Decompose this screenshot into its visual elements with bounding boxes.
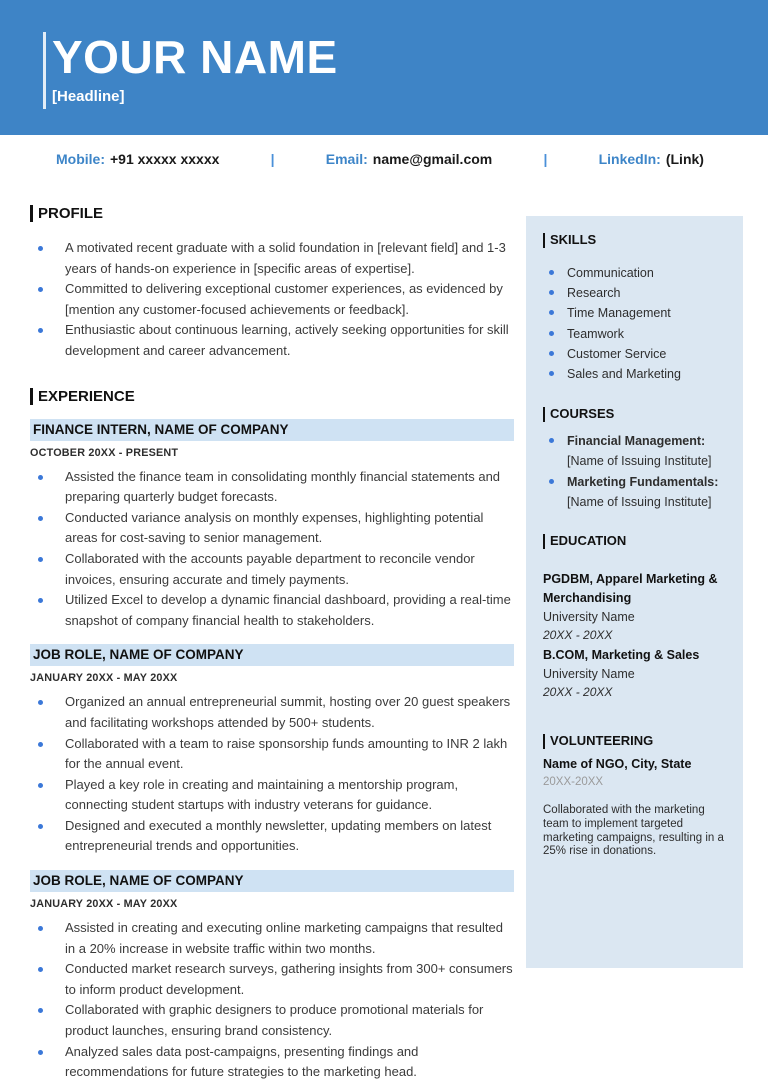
linkedin-paren-open: ( [665, 150, 671, 167]
school: University Name [543, 667, 635, 682]
contact-row [0, 135, 768, 190]
course-name: Financial Management: [567, 434, 706, 449]
list-item [30, 734, 514, 775]
bullet-text: Collaborated with a team to raise sponsorship funds amounting to INR 2 lakh for the annual event. [65, 735, 508, 772]
bullet-text: Played a key role in creating and maintaining a mentorship program, connecting student startups with industry veterans for guidance. [65, 776, 459, 813]
profile-bullet-list [30, 238, 514, 362]
list-item [30, 959, 514, 1000]
courses-heading: COURSES [543, 407, 614, 422]
bullet-icon [549, 479, 554, 484]
bullet-text: Utilized Excel to develop a dynamic financial dashboard, providing a real-time snapshot of company financial health to stakeholders. [65, 592, 511, 628]
job-title: FINANCE INTERN, NAME OF COMPANY [30, 419, 514, 441]
list-item [30, 467, 514, 508]
job-bullet-list [30, 918, 514, 1083]
bullet-icon [38, 328, 43, 333]
mobile-value: +91 xxxxx xxxxx [110, 150, 220, 167]
bullet-text: Organized an annual entrepreneurial summit, hosting over 20 guest speakers and facilitating workshops attended by 500+ students. [65, 694, 511, 730]
job-bullet-list [30, 692, 514, 857]
job-title: JOB ROLE, NAME OF COMPANY [30, 870, 514, 892]
list-item [543, 283, 729, 303]
course-institute: [Name of Issuing Institute] [567, 454, 712, 469]
course-entry [543, 472, 729, 492]
bullet-text: Committed to delivering exceptional customer experiences, as evidenced by [mention any customer-focused achievements or feedback]. [65, 281, 503, 317]
skills-heading: SKILLS [543, 233, 596, 248]
list-item [30, 320, 514, 361]
years: 20XX - 20XX [543, 685, 613, 700]
education-entry [543, 570, 729, 645]
bullet-icon [38, 598, 43, 603]
bullet-icon [549, 331, 554, 336]
list-item [30, 918, 514, 959]
bullet-icon [38, 824, 43, 829]
education-heading: EDUCATION [543, 534, 626, 549]
list-item [543, 344, 729, 364]
degree: B.COM, Marketing & Sales [543, 648, 700, 663]
skill-label: Communication [567, 266, 654, 280]
job-bullet-list [30, 467, 514, 632]
course-name: Marketing Fundamentals: [567, 474, 719, 489]
separator: | [543, 150, 548, 167]
degree: PGDBM, Apparel Marketing & Merchandising [543, 572, 718, 606]
list-item [30, 816, 514, 857]
bullet-text: Collaborated with graphic designers to produce promotional materials for product launches, ensuring brand consistency. [65, 1002, 484, 1039]
education-entry [543, 646, 729, 702]
volunteering-org: Name of NGO, City, State [543, 757, 692, 772]
experience-heading: EXPERIENCE [30, 388, 135, 405]
list-item [30, 549, 514, 590]
email-link[interactable]: name@gmail.com [372, 150, 493, 167]
courses-list [543, 431, 729, 512]
bullet-icon [38, 287, 43, 292]
job-title: JOB ROLE, NAME OF COMPANY [30, 644, 514, 666]
list-item [30, 775, 514, 816]
course-institute: [Name of Issuing Institute] [567, 494, 712, 509]
experience-entry [30, 870, 514, 1083]
bullet-icon [38, 1050, 43, 1055]
list-item [30, 238, 514, 279]
profile-heading: PROFILE [30, 205, 103, 222]
years: 20XX - 20XX [543, 628, 613, 643]
volunteering-heading: VOLUNTEERING [543, 734, 653, 749]
list-item [30, 1042, 514, 1083]
skill-label: Time Management [567, 306, 671, 321]
bullet-icon [549, 351, 554, 356]
linkedin-paren-close: ) [699, 150, 704, 167]
bullet-icon [38, 246, 43, 251]
volunteering-description: Collaborated with the marketing team to implement targeted marketing campaigns, resulting in a 25% rise in donations. [543, 804, 724, 858]
volunteering-years: 20XX-20XX [543, 776, 604, 789]
job-date: OCTOBER 20XX - PRESENT [30, 446, 179, 459]
experience-entry [30, 644, 514, 857]
bullet-icon [549, 270, 554, 275]
education-list [543, 570, 729, 702]
job-date: JANUARY 20XX - MAY 20XX [30, 898, 178, 911]
page-title: YOUR NAME [52, 31, 338, 83]
list-item [543, 364, 729, 384]
skill-label: Sales and Marketing [567, 367, 681, 382]
list-item [30, 279, 514, 320]
bullet-text: Analyzed sales data post-campaigns, presenting findings and recommendations for future strategies to the marketing head. [65, 1043, 419, 1080]
bullet-icon [549, 438, 554, 443]
bullet-text: Assisted the finance team in consolidating monthly financial statements and preparing quarterly budget forecasts. [65, 468, 501, 505]
skill-label: Customer Service [567, 346, 667, 361]
skill-label: Teamwork [567, 326, 624, 341]
mobile-label: Mobile: [56, 150, 105, 167]
bullet-text: Conducted market research surveys, gathering insights from 300+ consumers to inform product development. [65, 961, 513, 997]
bullet-text: Conducted variance analysis on monthly expenses, highlighting potential areas for cost-saving to senior management. [65, 509, 484, 546]
list-item [30, 1000, 514, 1041]
bullet-icon [38, 783, 43, 788]
bullet-icon [38, 516, 43, 521]
bullet-icon [38, 475, 43, 480]
main-column [30, 198, 514, 1083]
experience-entry [30, 419, 514, 632]
list-item [30, 692, 514, 733]
bullet-icon [38, 742, 43, 747]
school: University Name [543, 610, 635, 625]
list-item [30, 508, 514, 549]
list-item [543, 303, 729, 323]
contact-linkedin [599, 151, 704, 167]
list-item [30, 590, 514, 631]
skills-list [543, 263, 729, 384]
contact-mobile [56, 151, 219, 167]
header-banner [0, 0, 768, 135]
bullet-icon [38, 700, 43, 705]
contact-email [326, 151, 492, 167]
headline: [Headline] [52, 87, 125, 105]
list-item [543, 324, 729, 344]
bullet-text: Enthusiastic about continuous learning, actively seeking opportunities for skill development and career advancement. [65, 322, 509, 358]
bullet-text: Designed and executed a monthly newsletter, updating members on latest entrepreneurial trends and opportunities. [65, 817, 492, 854]
email-label: Email: [325, 150, 368, 167]
linkedin-link[interactable]: Link [670, 150, 700, 167]
bullet-text: Collaborated with the accounts payable department to reconcile vendor invoices, ensuring accurate and timely payments. [65, 550, 475, 587]
bullet-text: Assisted in creating and executing online marketing campaigns that resulted in a 20% increase in website traffic within two months. [65, 920, 503, 956]
bullet-icon [38, 1008, 43, 1013]
header-name-block [43, 32, 338, 109]
separator: | [270, 150, 275, 167]
skill-label: Research [567, 286, 621, 301]
bullet-icon [38, 967, 43, 972]
bullet-icon [549, 310, 554, 315]
list-item [543, 263, 729, 283]
bullet-text: A motivated recent graduate with a solid foundation in [relevant field] and 1-3 years of hands-on experience in [specific areas of expertise]. [65, 240, 506, 276]
bullet-icon [549, 371, 554, 376]
linkedin-label: LinkedIn: [598, 150, 661, 167]
bullet-icon [38, 557, 43, 562]
course-entry [543, 431, 729, 451]
bullet-icon [38, 926, 43, 931]
job-date: JANUARY 20XX - MAY 20XX [30, 672, 178, 685]
bullet-icon [549, 290, 554, 295]
sidebar-panel [526, 216, 743, 968]
